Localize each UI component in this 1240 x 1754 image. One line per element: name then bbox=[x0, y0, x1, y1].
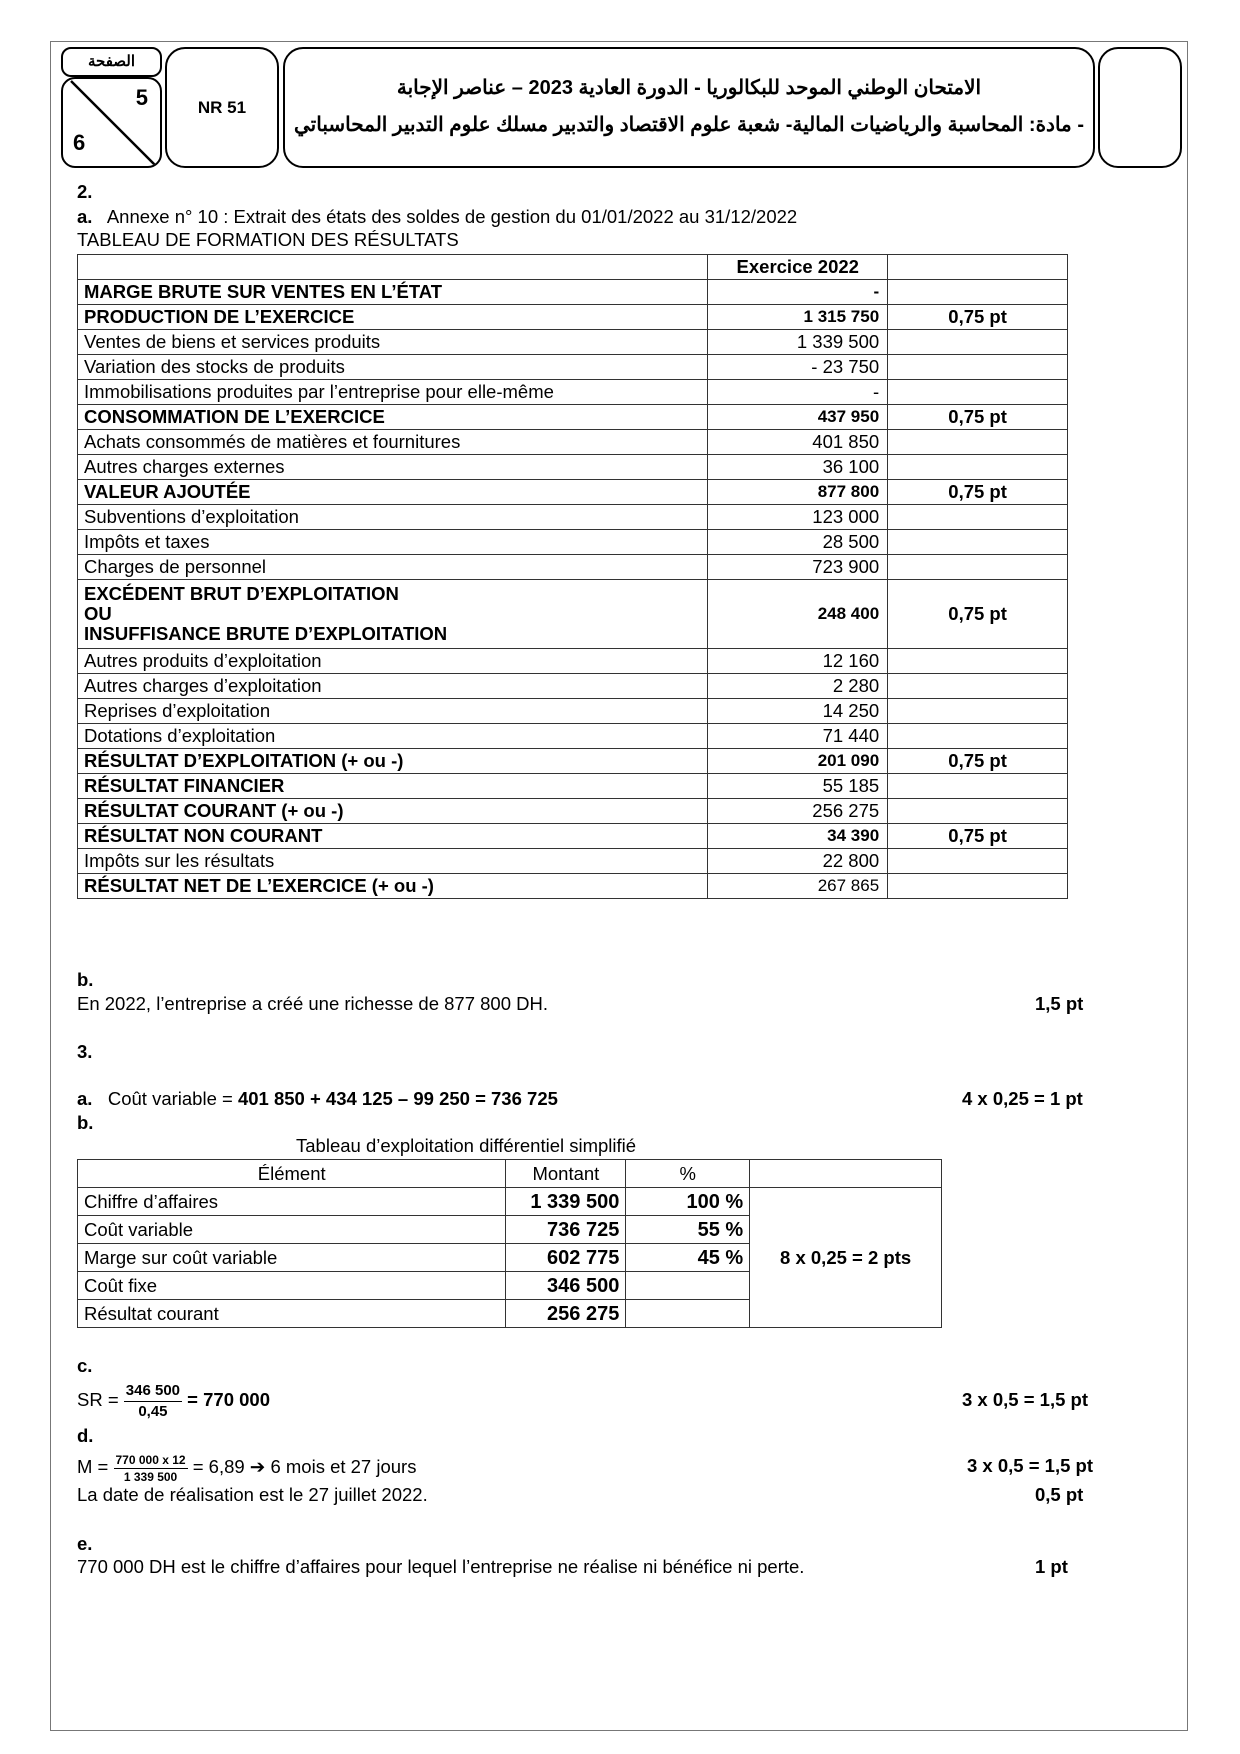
row-value: 36 100 bbox=[708, 455, 888, 480]
table-row bbox=[78, 505, 1068, 530]
row-element: Coût fixe bbox=[78, 1272, 506, 1300]
row-value: 401 850 bbox=[708, 430, 888, 455]
table-row bbox=[78, 874, 1068, 899]
row-points bbox=[888, 330, 1068, 355]
row-label: Ventes de biens et services produits bbox=[78, 330, 708, 355]
row-label: PRODUCTION DE L’EXERCICE bbox=[78, 305, 708, 330]
row-montant: 256 275 bbox=[506, 1300, 626, 1328]
row-value: 2 280 bbox=[708, 674, 888, 699]
sub-label: b. bbox=[77, 1112, 94, 1133]
page-fraction bbox=[61, 77, 162, 168]
row-element: Chiffre d’affaires bbox=[78, 1188, 506, 1216]
row-points: 0,75 pt bbox=[888, 749, 1068, 774]
table-row bbox=[78, 480, 1068, 505]
tfr-table bbox=[77, 254, 1068, 899]
row-value: 22 800 bbox=[708, 849, 888, 874]
variable-cost-line bbox=[77, 1088, 558, 1110]
row-value: 723 900 bbox=[708, 555, 888, 580]
row-element: Résultat courant bbox=[78, 1300, 506, 1328]
table-points: 8 x 0,25 = 2 pts bbox=[750, 1188, 942, 1328]
row-value: 1 339 500 bbox=[708, 330, 888, 355]
row-points: 0,75 pt bbox=[888, 405, 1068, 430]
row-label: EXCÉDENT BRUT D’EXPLOITATION OU INSUFFISANCE BRUTE D’EXPLOITATION bbox=[78, 580, 708, 649]
formula-label: M = bbox=[77, 1456, 114, 1477]
annex-text: Annexe n° 10 : Extrait des états des soldes de gestion du 01/01/2022 au 31/12/2022 bbox=[106, 206, 798, 227]
row-label: MARGE BRUTE SUR VENTES EN L’ÉTAT bbox=[78, 280, 708, 305]
row-value: 123 000 bbox=[708, 505, 888, 530]
row-label: Achats consommés de matières et fournitures bbox=[78, 430, 708, 455]
row-points bbox=[888, 674, 1068, 699]
row-label: RÉSULTAT NET DE L’EXERCICE (+ ou -) bbox=[78, 874, 708, 899]
table-title: Tableau d’exploitation différentiel simplifié bbox=[296, 1135, 637, 1156]
row-value: 877 800 bbox=[708, 480, 888, 505]
row-points bbox=[888, 355, 1068, 380]
header-empty bbox=[78, 255, 708, 280]
header-percent: % bbox=[626, 1160, 750, 1188]
header-right-box bbox=[1098, 47, 1182, 168]
row-points: 0,75 pt bbox=[888, 580, 1068, 649]
row-points: 0,75 pt bbox=[888, 480, 1068, 505]
date-text: La date de réalisation est le 27 juillet 2022. bbox=[77, 1484, 428, 1505]
row-value: 267 865 bbox=[708, 874, 888, 899]
row-value: - bbox=[708, 380, 888, 405]
row-value: 437 950 bbox=[708, 405, 888, 430]
row-value: 256 275 bbox=[708, 799, 888, 824]
header-exercice: Exercice 2022 bbox=[708, 255, 888, 280]
page-label: الصفحة bbox=[61, 47, 162, 77]
row-montant: 736 725 bbox=[506, 1216, 626, 1244]
row-montant: 602 775 bbox=[506, 1244, 626, 1272]
row-value: 14 250 bbox=[708, 699, 888, 724]
row-label: RÉSULTAT COURANT (+ ou -) bbox=[78, 799, 708, 824]
row-percent bbox=[626, 1272, 750, 1300]
row-element: Marge sur coût variable bbox=[78, 1244, 506, 1272]
row-points bbox=[888, 724, 1068, 749]
header-montant: Montant bbox=[506, 1160, 626, 1188]
differential-table bbox=[77, 1159, 942, 1328]
row-value: 1 315 750 bbox=[708, 305, 888, 330]
numerator: 770 000 x 12 bbox=[115, 1452, 186, 1467]
row-label: CONSOMMATION DE L’EXERCICE bbox=[78, 405, 708, 430]
sub-label: c. bbox=[77, 1355, 93, 1376]
sub-label: e. bbox=[77, 1533, 93, 1554]
table-header-row bbox=[78, 255, 1068, 280]
table-row bbox=[78, 355, 1068, 380]
row-label: VALEUR AJOUTÉE bbox=[78, 480, 708, 505]
row-label: Autres produits d’exploitation bbox=[78, 649, 708, 674]
denominator: 0,45 bbox=[138, 1402, 168, 1420]
row-element: Coût variable bbox=[78, 1216, 506, 1244]
break-even-formula bbox=[77, 1378, 270, 1422]
fraction bbox=[124, 1381, 182, 1422]
row-label: RÉSULTAT NON COURANT bbox=[78, 824, 708, 849]
row-points bbox=[888, 380, 1068, 405]
formula-label: SR = bbox=[77, 1389, 124, 1410]
table-row bbox=[78, 824, 1068, 849]
row-value: - 23 750 bbox=[708, 355, 888, 380]
row-points bbox=[888, 699, 1068, 724]
row-points bbox=[888, 430, 1068, 455]
date-formula bbox=[77, 1448, 416, 1486]
exam-title-box bbox=[283, 47, 1095, 168]
row-label: Variation des stocks de produits bbox=[78, 355, 708, 380]
row-label: Charges de personnel bbox=[78, 555, 708, 580]
header-element: Élément bbox=[78, 1160, 506, 1188]
annex-line bbox=[77, 206, 797, 228]
exam-title: الامتحان الوطني الموحد للبكالوريا - الدورة العادية 2023 – عناصر الإجابة bbox=[396, 77, 982, 99]
row-label: Immobilisations produites par l’entreprise pour elle-même bbox=[78, 380, 708, 405]
row-label: Dotations d’exploitation bbox=[78, 724, 708, 749]
row-label: Reprises d’exploitation bbox=[78, 699, 708, 724]
table-row bbox=[78, 1188, 942, 1216]
sub-label: a. bbox=[77, 206, 93, 227]
table-title: TABLEAU DE FORMATION DES RÉSULTATS bbox=[77, 229, 459, 250]
exam-subject: - مادة: المحاسبة والرياضيات المالية- شعبة علوم الاقتصاد والتدبير مسلك علوم التدبير المحاسباتي bbox=[294, 114, 1084, 136]
table-header-row bbox=[78, 1160, 942, 1188]
page-current: 5 bbox=[135, 85, 148, 110]
row-points bbox=[888, 849, 1068, 874]
row-percent bbox=[626, 1300, 750, 1328]
row-points bbox=[888, 649, 1068, 674]
row-points bbox=[888, 555, 1068, 580]
row-label: RÉSULTAT D’EXPLOITATION (+ ou -) bbox=[78, 749, 708, 774]
row-montant: 1 339 500 bbox=[506, 1188, 626, 1216]
row-percent: 45 % bbox=[626, 1244, 750, 1272]
table-row bbox=[78, 430, 1068, 455]
numerator: 346 500 bbox=[124, 1381, 182, 1402]
points: 1,5 pt bbox=[1035, 993, 1084, 1014]
row-label: Autres charges d’exploitation bbox=[78, 674, 708, 699]
points: 0,5 pt bbox=[1035, 1484, 1084, 1505]
result: = 770 000 bbox=[187, 1389, 270, 1410]
row-value: 55 185 bbox=[708, 774, 888, 799]
table-row bbox=[78, 330, 1068, 355]
page-number-box bbox=[61, 47, 162, 168]
table-row bbox=[78, 674, 1068, 699]
row-points bbox=[888, 505, 1068, 530]
question-number: 3. bbox=[77, 1041, 93, 1062]
table-row bbox=[78, 405, 1068, 430]
fraction bbox=[114, 1452, 188, 1485]
row-points bbox=[888, 455, 1068, 480]
row-value: 201 090 bbox=[708, 749, 888, 774]
denominator: 1 339 500 bbox=[123, 1469, 178, 1484]
table-row bbox=[78, 799, 1068, 824]
row-montant: 346 500 bbox=[506, 1272, 626, 1300]
result: = 6,89 ➔ 6 mois et 27 jours bbox=[192, 1456, 417, 1477]
row-points: 0,75 pt bbox=[888, 305, 1068, 330]
sub-label: b. bbox=[77, 969, 94, 990]
table-row bbox=[78, 455, 1068, 480]
row-percent: 100 % bbox=[626, 1188, 750, 1216]
page-total: 6 bbox=[73, 130, 86, 155]
exam-code: NR 51 bbox=[165, 47, 279, 168]
table-row bbox=[78, 555, 1068, 580]
row-points bbox=[888, 874, 1068, 899]
table-row bbox=[78, 380, 1068, 405]
row-value: 248 400 bbox=[708, 580, 888, 649]
points: 3 x 0,5 = 1,5 pt bbox=[962, 1389, 1088, 1410]
row-points: 0,75 pt bbox=[888, 824, 1068, 849]
row-points bbox=[888, 530, 1068, 555]
row-value: - bbox=[708, 280, 888, 305]
table-row bbox=[78, 580, 1068, 649]
table-row bbox=[78, 280, 1068, 305]
row-label: Impôts et taxes bbox=[78, 530, 708, 555]
formula: 401 850 + 434 125 – 99 250 = 736 725 bbox=[237, 1088, 558, 1109]
row-label: RÉSULTAT FINANCIER bbox=[78, 774, 708, 799]
points: 4 x 0,25 = 1 pt bbox=[962, 1088, 1083, 1109]
question-number: 2. bbox=[77, 181, 93, 202]
table-row bbox=[78, 649, 1068, 674]
row-label: Impôts sur les résultats bbox=[78, 849, 708, 874]
table-row bbox=[78, 724, 1068, 749]
answer-text: En 2022, l’entreprise a créé une richesse de 877 800 DH. bbox=[77, 993, 549, 1014]
header-empty bbox=[750, 1160, 942, 1188]
row-value: 71 440 bbox=[708, 724, 888, 749]
header-points bbox=[888, 255, 1068, 280]
table-row bbox=[78, 699, 1068, 724]
row-percent: 55 % bbox=[626, 1216, 750, 1244]
table-row bbox=[78, 749, 1068, 774]
points: 1 pt bbox=[1035, 1556, 1068, 1577]
table-row bbox=[78, 774, 1068, 799]
row-label: Autres charges externes bbox=[78, 455, 708, 480]
formula-label: Coût variable = bbox=[107, 1088, 238, 1109]
sub-label: d. bbox=[77, 1425, 94, 1446]
row-points bbox=[888, 280, 1068, 305]
table-row bbox=[78, 305, 1068, 330]
table-row bbox=[78, 530, 1068, 555]
row-value: 28 500 bbox=[708, 530, 888, 555]
row-points bbox=[888, 799, 1068, 824]
row-value: 12 160 bbox=[708, 649, 888, 674]
answer-text: 770 000 DH est le chiffre d’affaires pour lequel l’entreprise ne réalise ni bénéfice ni perte. bbox=[77, 1556, 805, 1577]
row-points bbox=[888, 774, 1068, 799]
row-label: Subventions d’exploitation bbox=[78, 505, 708, 530]
points: 3 x 0,5 = 1,5 pt bbox=[967, 1455, 1093, 1476]
sub-label: a. bbox=[77, 1088, 93, 1109]
row-value: 34 390 bbox=[708, 824, 888, 849]
table-row bbox=[78, 849, 1068, 874]
